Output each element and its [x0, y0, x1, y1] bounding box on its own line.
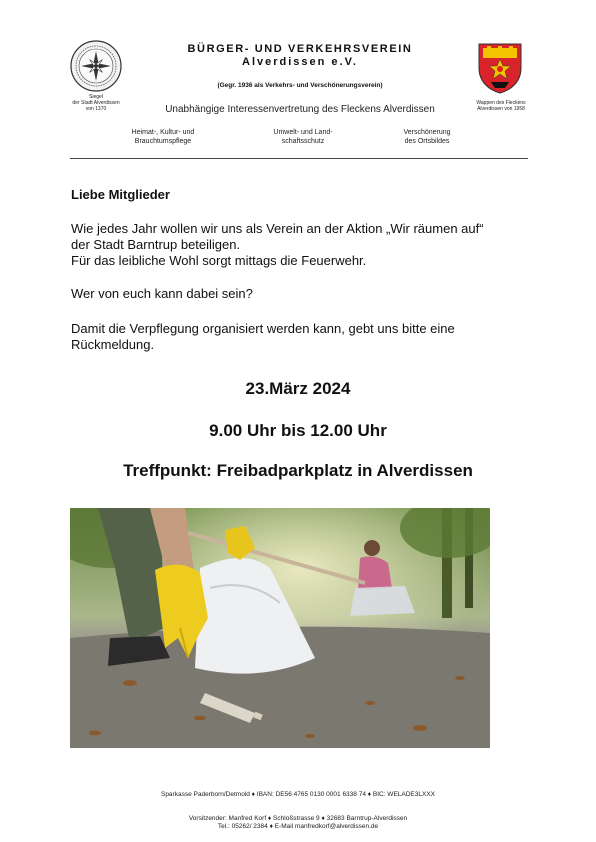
- seal-caption-line: der Stadt Alverdissen: [72, 100, 120, 106]
- paragraph-question: Wer von euch kann dabei sein?: [71, 286, 253, 301]
- town-seal-icon: [70, 40, 122, 92]
- footer-contact: Tel.: 05262/ 2384 ♦ E-Mail manfredkorf@alverdissen.de: [217, 823, 379, 830]
- crest-caption-line: Alverdissen von 1958: [477, 106, 525, 112]
- litter-pickup-photo: [70, 508, 490, 748]
- tagline: Unabhängige Interessenvertretung des Fleckens Alverdissen: [165, 104, 435, 115]
- paragraph-line: Wie jedes Jahr wollen wir uns als Verein an der Aktion „Wir räumen auf“: [71, 221, 484, 236]
- organization-name: BÜRGER- UND VERKEHRSVEREIN: [187, 43, 413, 55]
- crest-caption: [466, 100, 536, 112]
- focus-area-line: des Ortsbildes: [404, 138, 450, 145]
- event-time: 9.00 Uhr bis 12.00 Uhr: [209, 421, 387, 440]
- header-divider: [70, 158, 528, 159]
- focus-area-line: Brauchtumspflege: [134, 138, 192, 145]
- organization-location: Alverdissen e.V.: [242, 56, 358, 68]
- event-meeting-point: Treffpunkt: Freibadparkplatz in Alverdissen: [123, 461, 473, 480]
- greeting: Liebe Mitglieder: [71, 187, 170, 202]
- focus-area-townscape: [372, 128, 482, 146]
- paragraph-line: Rückmeldung.: [71, 337, 155, 352]
- paragraph-line: Damit die Verpflegung organisiert werden kann, gebt uns bitte eine: [71, 321, 455, 336]
- focus-area-line: Umwelt- und Land-: [273, 129, 333, 136]
- paragraph-feedback: [71, 321, 541, 353]
- focus-area-line: schaftsschutz: [281, 138, 325, 145]
- paragraph-action: [71, 221, 541, 269]
- coat-of-arms-icon: [477, 42, 523, 94]
- footer-chairman-address: Vorsitzender: Manfred Korf ♦ Schloßstrasse 9 ♦ 32683 Barntrup-Alverdissen: [188, 815, 408, 822]
- crest-caption-line: Wappen des Fleckens: [476, 100, 526, 106]
- seal-caption-line: Siegel: [89, 94, 103, 100]
- founding-note: (Gegr. 1936 als Verkehrs- und Verschönerungsverein): [217, 82, 383, 89]
- focus-area-environment: [248, 128, 358, 146]
- paragraph-line: der Stadt Barntrup beteiligen.: [71, 237, 241, 252]
- focus-area-line: Verschönerung: [403, 129, 451, 136]
- focus-area-line: Heimat-, Kultur- und: [131, 129, 195, 136]
- focus-area-heritage: [108, 128, 218, 146]
- event-date: 23.März 2024: [245, 379, 351, 398]
- seal-caption: [58, 94, 134, 112]
- seal-caption-line: von 1370: [85, 106, 107, 112]
- paragraph-line: Für das leibliche Wohl sorgt mittags die Feuerwehr.: [71, 253, 367, 268]
- footer-bank-details: Sparkasse Paderborn/Detmold ♦ IBAN: DE56 4765 0130 0001 6338 74 ♦ BIC: WELADE3LXXX: [160, 791, 435, 798]
